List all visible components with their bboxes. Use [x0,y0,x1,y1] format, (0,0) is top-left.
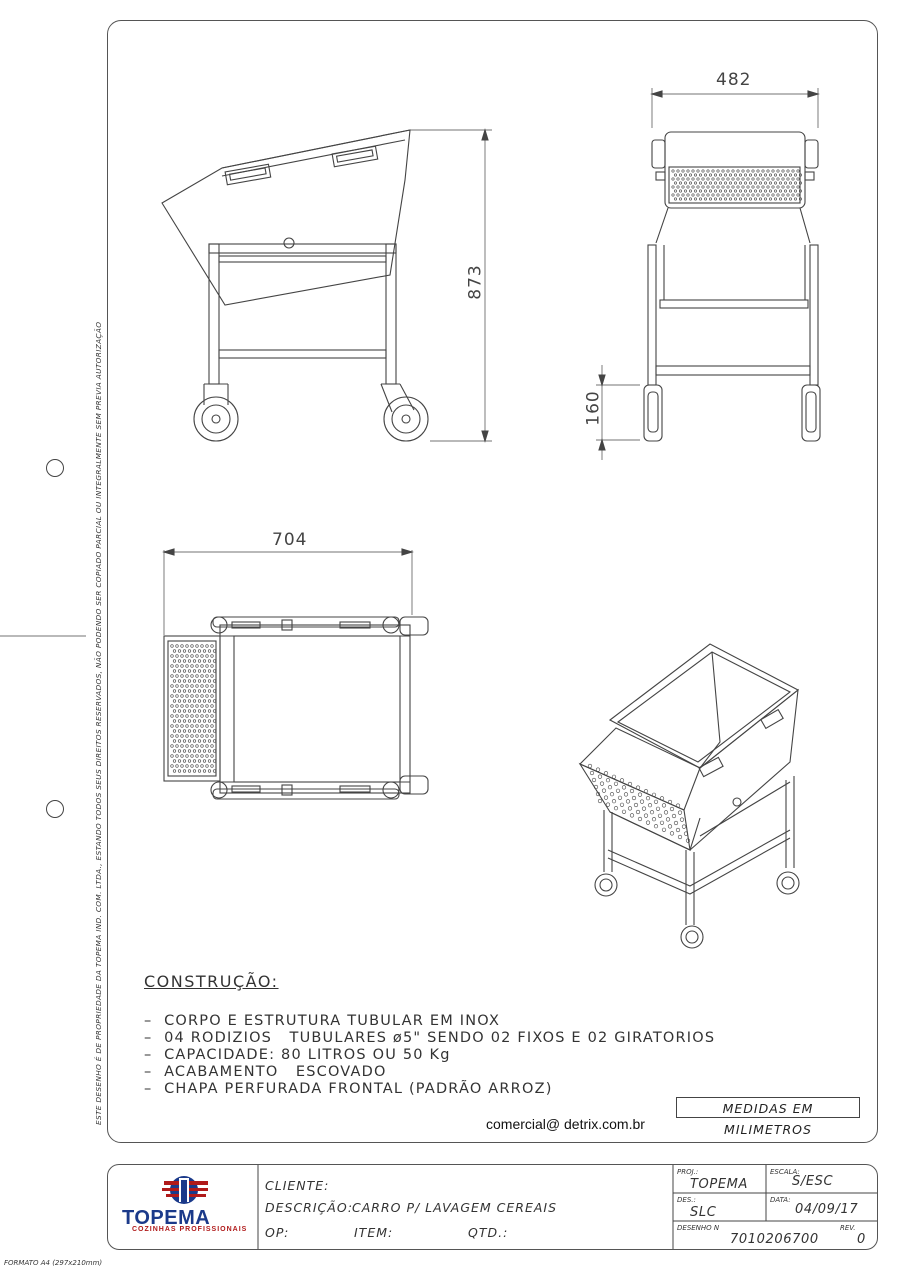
construction-item: – CAPACIDADE: 80 LITROS OU 50 Kg [144,1047,451,1063]
construction-item: – 04 RODIZIOS TUBULARES ø5" SENDO 02 FIXOS E 02 GIRATORIOS [144,1030,716,1046]
descricao-value: CARRO P/ LAVAGEM CEREAIS [352,1200,558,1215]
construction-item: – CORPO E ESTRUTURA TUBULAR EM INOX [144,1013,501,1029]
desenho-value: 7010206700 [730,1232,819,1247]
escala-label: ESCALA: [770,1168,800,1176]
descricao-label: DESCRIÇÃO: [265,1200,354,1215]
dim-height: 873 [465,264,486,300]
construction-notes [144,972,715,1098]
paper-format: FORMATO A4 (297x210mm) [4,1259,103,1267]
isometric-view [580,644,799,948]
desenho-label: DESENHO N [677,1224,720,1232]
property-notice: ESTE DESENHO É DE PROPRIEDADE DA TOPEMA IND. COM. LTDA., ESTANDO TODOS SEUS DIREITOS RESERVADOS, NÃO PODENDO SER COPIADO PARCIAL OU INTEGRALMENTE SEM PREVIA AUTORIZAÇÃO [94,321,103,1125]
logo-name: TOPEMA [122,1207,211,1229]
construction-title: CONSTRUÇÃO: [144,972,279,991]
top-view [164,549,428,799]
qtd-label: QTD.: [468,1225,509,1240]
proj-value: TOPEMA [690,1177,748,1192]
escala-value: S/ESC [792,1174,834,1189]
dim-top-width: 482 [716,70,752,90]
logo-subtitle: COZINHAS PROFISSIONAIS [132,1226,248,1233]
construction-item: – ACABAMENTO ESCOVADO [144,1064,387,1080]
units-note: MEDIDAS EM MILIMETROS [676,1097,860,1118]
proj-label: PROJ.: [677,1168,699,1176]
dim-wheel-height: 160 [583,390,604,426]
data-value: 04/09/17 [795,1202,859,1217]
cliente-label: CLIENTE: [265,1178,330,1193]
construction-item: – CHAPA PERFURADA FRONTAL (PADRÃO ARROZ) [144,1081,553,1097]
op-label: OP: [265,1225,290,1240]
des-value: SLC [690,1205,717,1220]
item-label: ITEM: [354,1225,394,1240]
contact-email[interactable]: comercial@ detrix.com.br [486,1116,645,1132]
front-view [596,88,820,460]
des-label: DES.: [677,1196,696,1204]
rev-value: 0 [857,1232,866,1247]
data-label: DATA: [770,1196,791,1204]
side-view [162,130,492,441]
rev-label: REV. [840,1224,856,1232]
dim-length: 704 [272,530,308,550]
